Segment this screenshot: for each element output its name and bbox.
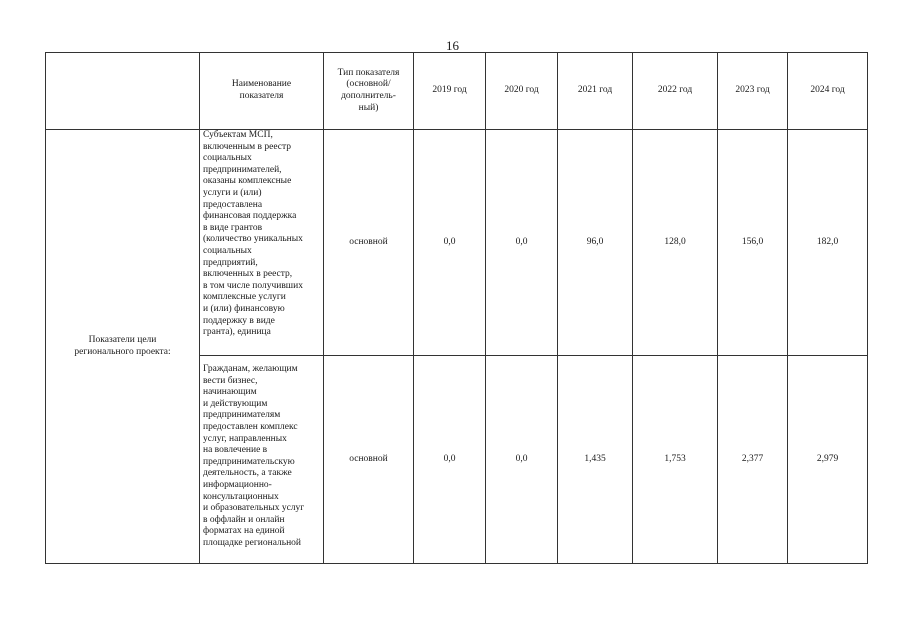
header-type: Тип показателя (основной/ дополнитель- ный) <box>324 53 414 130</box>
value-2020: 0,0 <box>486 130 558 356</box>
value-2023: 156,0 <box>718 130 788 356</box>
header-year-2023: 2023 год <box>718 53 788 130</box>
value-2023: 2,377 <box>718 356 788 564</box>
value-2024: 182,0 <box>788 130 868 356</box>
page-number: 16 <box>446 38 459 53</box>
header-row <box>46 53 868 130</box>
indicator-type: основной <box>324 356 414 564</box>
header-year-2022: 2022 год <box>633 53 718 130</box>
value-2022: 1,753 <box>633 356 718 564</box>
header-name: Наименование показателя <box>200 53 324 130</box>
value-2022: 128,0 <box>633 130 718 356</box>
group-label: Показатели цели регионального проекта: <box>46 130 200 564</box>
value-2019: 0,0 <box>414 130 486 356</box>
header-year-2024: 2024 год <box>788 53 868 130</box>
value-2024: 2,979 <box>788 356 868 564</box>
indicator-name <box>200 130 324 356</box>
indicator-type: основной <box>324 130 414 356</box>
value-2019: 0,0 <box>414 356 486 564</box>
header-year-2020: 2020 год <box>486 53 558 130</box>
header-year-2021: 2021 год <box>558 53 633 130</box>
indicator-name-text: Гражданам, желающим вести бизнес, начинающим и действующим предпринимателям предоставлен комплекс услуг, направленных на вовлечение в предпринимательскую деятельность, а также информационно- консультационных и образовательных услуг в оффлайн и онлайн форматах на единой площадке региональной <box>203 364 305 548</box>
value-2021: 96,0 <box>558 130 633 356</box>
value-2021: 1,435 <box>558 356 633 564</box>
table-row <box>46 130 868 356</box>
indicator-name <box>200 356 324 564</box>
value-2020: 0,0 <box>486 356 558 564</box>
header-year-2019: 2019 год <box>414 53 486 130</box>
header-empty-cell <box>46 53 200 130</box>
indicators-table <box>45 52 868 564</box>
indicator-name-text: Субъектам МСП, включенным в реестр социальных предпринимателей, оказаны комплексные услуги и (или) предоставлена финансовая поддержка в виде грантов (количество уникальных социальных предприятий, включенных в реестр, в том числе получивших комплексные услуги и (или) финансовую поддержку в виде гранта), единица <box>203 130 303 338</box>
